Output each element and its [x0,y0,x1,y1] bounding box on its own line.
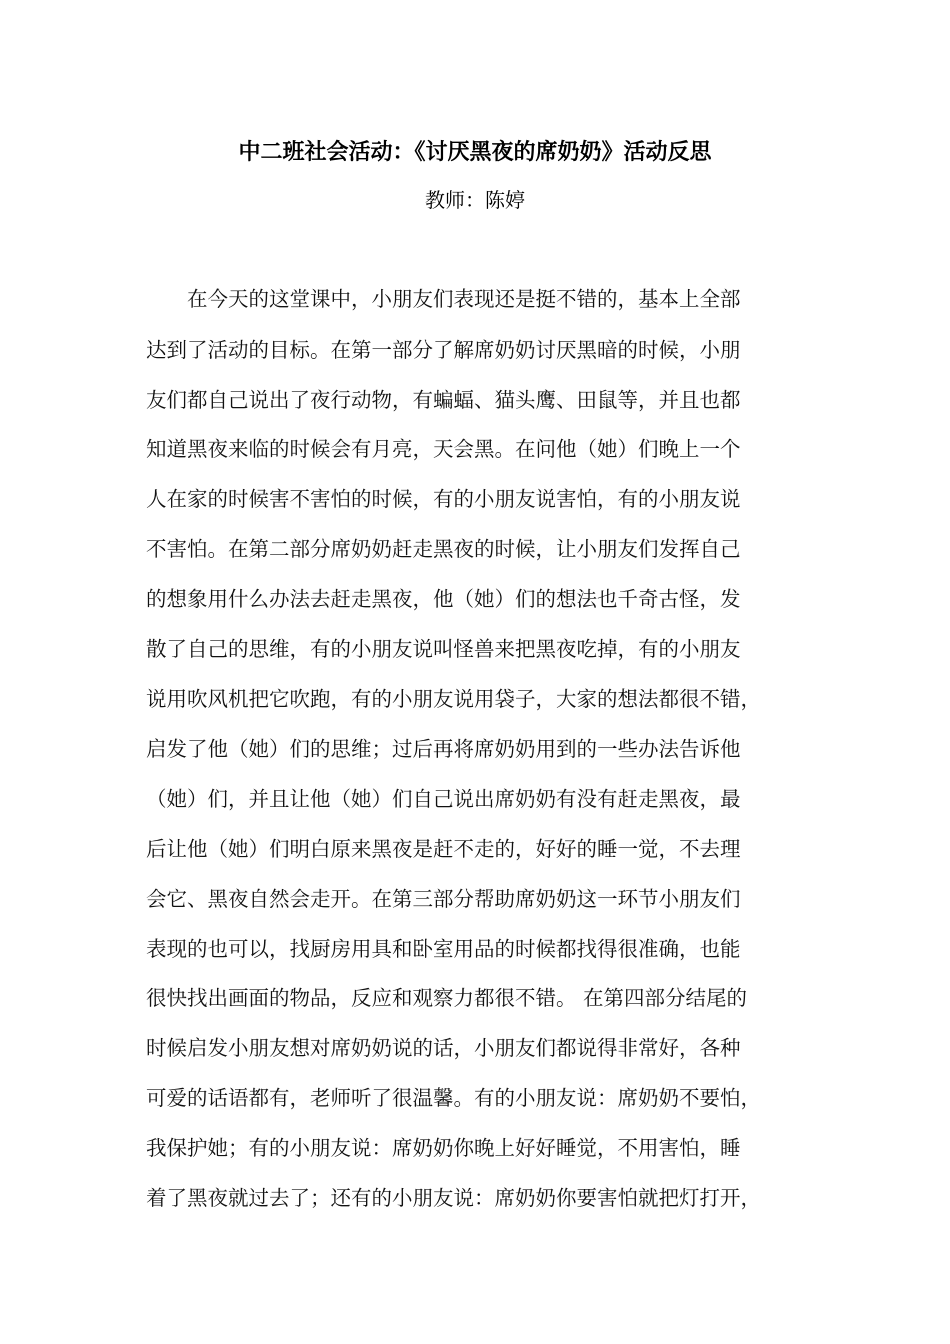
body-line: 不害怕。在第二部分席奶奶赶走黑夜的时候，让小朋友们发挥自己 [146,537,741,561]
body-line: （她）们，并且让他（她）们自己说出席奶奶有没有赶走黑夜，最 [146,787,741,811]
body-line: 的想象用什么办法去赶走黑夜，他（她）们的想法也千奇古怪，发 [146,587,741,611]
body-line: 表现的也可以，找厨房用具和卧室用品的时候都找得很准确，也能 [146,937,741,961]
document-title: 中二班社会活动：《讨厌黑夜的席奶奶》活动反思 [238,139,712,165]
body-line: 启发了他（她）们的思维；过后再将席奶奶用到的一些办法告诉他 [146,737,741,761]
body-line: 说用吹风机把它吹跑，有的小朋友说用袋子，大家的想法都很不错， [146,687,761,711]
body-line: 着了黑夜就过去了；还有的小朋友说：席奶奶你要害怕就把灯打开， [146,1186,761,1210]
body-line: 时候启发小朋友想对席奶奶说的话，小朋友们都说得非常好，各种 [146,1036,741,1060]
body-line: 会它、黑夜自然会走开。在第三部分帮助席奶奶这一环节小朋友们 [146,887,741,911]
body-line: 达到了活动的目标。在第一部分了解席奶奶讨厌黑暗的时候，小朋 [146,338,741,362]
body-line: 知道黑夜来临的时候会有月亮，天会黑。在问他（她）们晚上一个 [146,437,741,461]
body-line: 我保护她；有的小朋友说：席奶奶你晚上好好睡觉，不用害怕，睡 [146,1136,741,1160]
author-line: 教师：陈婷 [425,188,525,212]
body-line: 友们都自己说出了夜行动物，有蝙蝠、猫头鹰、田鼠等，并且也都 [146,388,741,412]
body-line: 很快找出画面的物品，反应和观察力都很不错。 在第四部分结尾的 [146,986,748,1010]
body-line: 在今天的这堂课中，小朋友们表现还是挺不错的，基本上全部 [146,287,741,311]
body-line: 后让他（她）们明白原来黑夜是赶不走的，好好的睡一觉，不去理 [146,837,741,861]
body-line: 散了自己的思维，有的小朋友说叫怪兽来把黑夜吃掉，有的小朋友 [146,637,741,661]
body-line: 人在家的时候害不害怕的时候，有的小朋友说害怕，有的小朋友说 [146,487,741,511]
body-line: 可爱的话语都有，老师听了很温馨。有的小朋友说：席奶奶不要怕， [146,1086,761,1110]
